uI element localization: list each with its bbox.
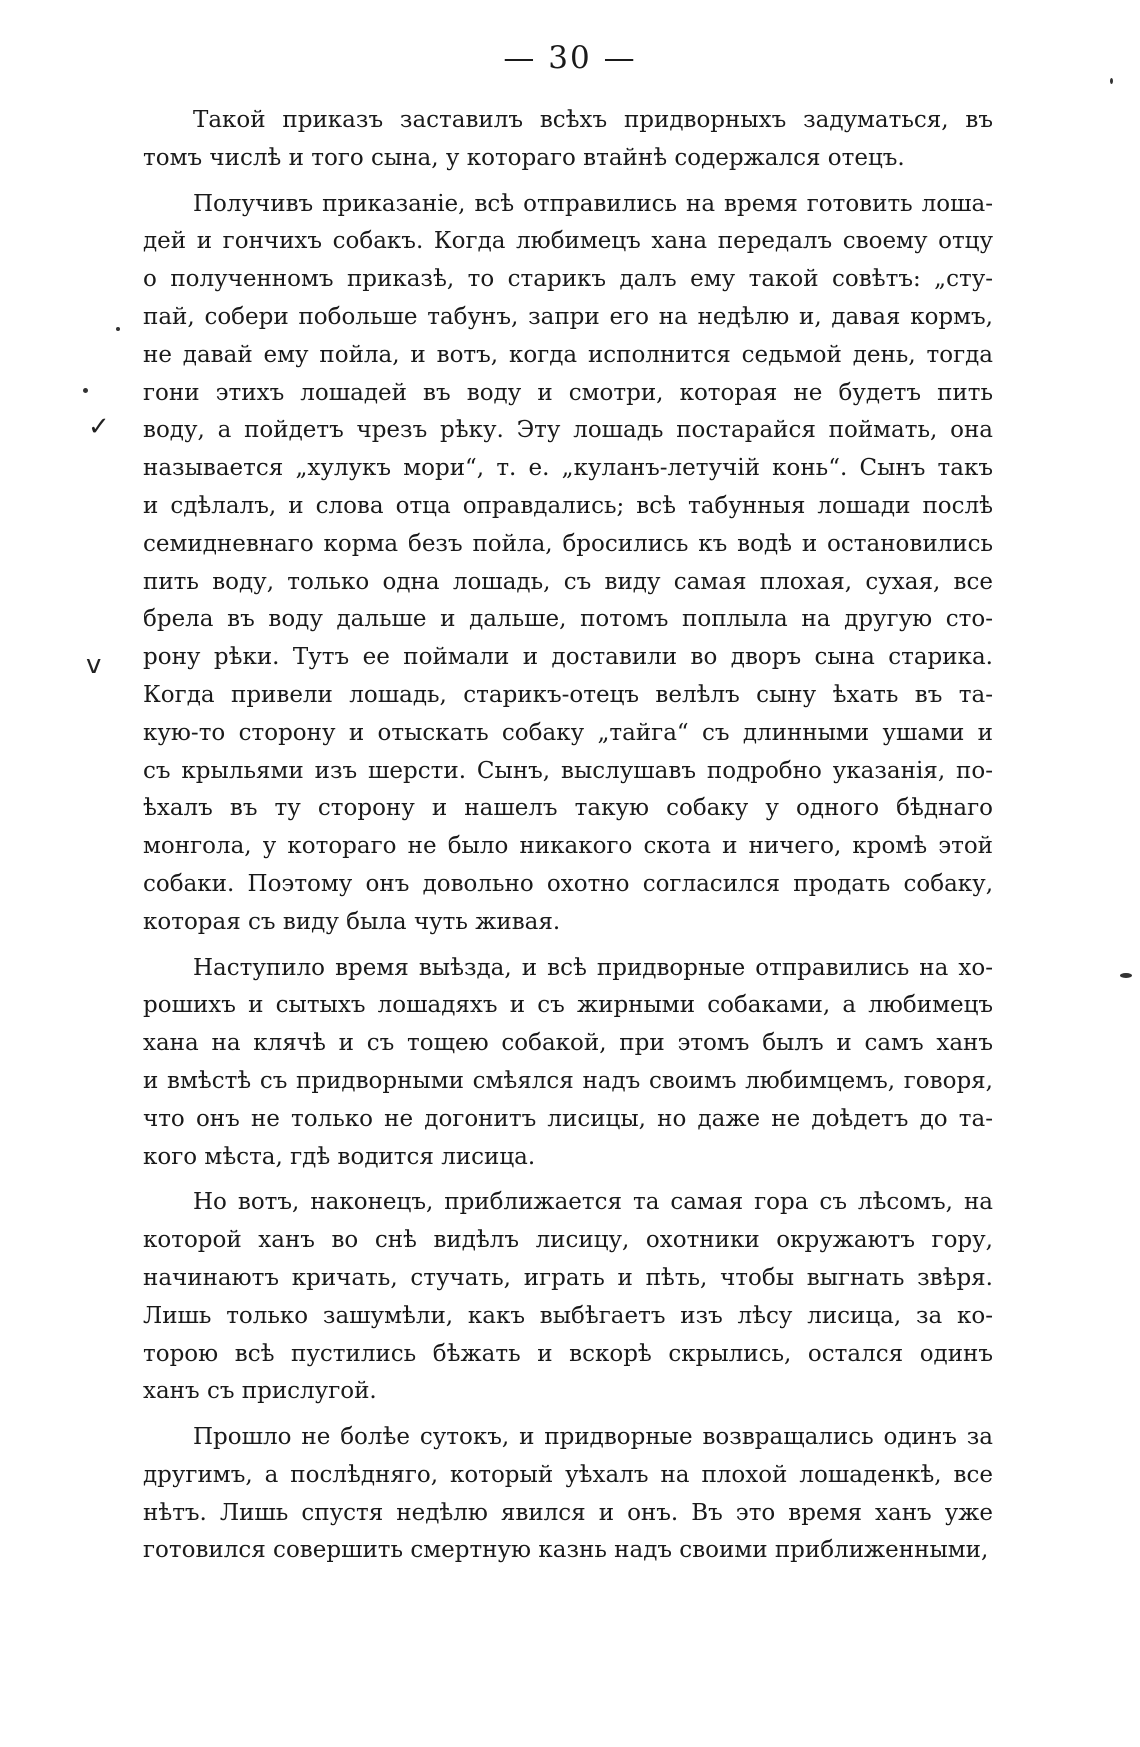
text-line: рону рѣки. Тутъ ее поймали и доставили во дворъ сына старика. — [143, 644, 993, 671]
text-line: нѣтъ. Лишь спустя недѣлю явился и онъ. Въ это время ханъ уже — [143, 1499, 993, 1526]
text-line: хана на клячѣ и съ тощею собакой, при этомъ былъ и самъ ханъ — [143, 1030, 993, 1057]
ink-speck — [116, 327, 120, 331]
ink-speck — [83, 388, 88, 393]
text-line: ханъ съ прислугой. — [143, 1378, 377, 1405]
text-line: томъ числѣ и того сына, у котораго втайнѣ содержался отецъ. — [143, 144, 905, 171]
text-line: кую-то сторону и отыскать собаку „тайга“ съ длинными ушами и — [143, 719, 993, 746]
ink-speck — [1110, 78, 1113, 84]
text-line: пить воду, только одна лошадь, съ виду самая плохая, сухая, все — [143, 568, 993, 595]
text-line: брела въ воду дальше и дальше, потомъ поплыла на другую сто- — [143, 606, 993, 633]
text-line: не давай ему пойла, и вотъ, когда исполнится седьмой день, тогда — [143, 341, 993, 368]
text-line: Лишь только зашумѣли, какъ выбѣгаетъ изъ лѣсу лисица, за ко- — [143, 1302, 993, 1329]
text-line: семидневнаго корма безъ пойла, бросились къ водѣ и остановились — [143, 530, 993, 557]
text-line: и сдѣлалъ, и слова отца оправдались; всѣ табунныя лошади послѣ — [143, 492, 993, 519]
text-line: ѣхалъ въ ту сторону и нашелъ такую собаку у одного бѣднаго — [143, 795, 993, 822]
text-line: пай, собери побольше табунъ, запри его на недѣлю и, давая кормъ, — [143, 303, 993, 330]
text-line: Прошло не болѣе сутокъ, и придворные возвращались одинъ за — [193, 1424, 993, 1451]
text-line: о полученномъ приказѣ, то старикъ далъ ему такой совѣтъ: „сту- — [143, 266, 993, 293]
text-line: начинаютъ кричать, стучать, играть и пѣть, чтобы выгнать звѣря. — [143, 1264, 993, 1291]
text-line: воду, а пойдетъ чрезъ рѣку. Эту лошадь постарайся поймать, она — [143, 417, 993, 444]
text-line: торою всѣ пустились бѣжать и вскорѣ скрылись, остался одинъ — [143, 1340, 993, 1367]
text-line: дей и гончихъ собакъ. Когда любимецъ хана передалъ своему отцу — [143, 228, 993, 255]
text-line: что онъ не только не догонитъ лисицы, но даже не доѣдетъ до та- — [143, 1105, 993, 1132]
text-line: и вмѣстѣ съ придворными смѣялся надъ своимъ любимцемъ, говоря, — [143, 1067, 993, 1094]
text-line: кого мѣста, гдѣ водится лисица. — [143, 1143, 536, 1170]
text-line: Такой приказъ заставилъ всѣхъ придворныхъ задуматься, въ — [193, 107, 993, 133]
text-line: Получивъ приказаніе, всѣ отправились на время готовить лоша- — [193, 190, 993, 217]
text-line: которая съ виду была чуть живая. — [143, 908, 561, 935]
ink-speck — [1120, 973, 1132, 978]
text-line: собаки. Поэтому онъ довольно охотно согласился продать собаку, — [143, 870, 993, 897]
text-line: называется „хулукъ мори“, т. е. „куланъ-летучій конь“. Сынъ такъ — [143, 455, 993, 482]
text-line: Когда привели лошадь, старикъ-отецъ велѣлъ сыну ѣхать въ та- — [143, 681, 993, 708]
text-line: другимъ, а послѣдняго, который уѣхалъ на плохой лошаденкѣ, все — [143, 1461, 993, 1488]
text-line: гони этихъ лошадей въ воду и смотри, которая не будетъ пить — [143, 379, 993, 406]
margin-check-mark: v — [86, 650, 102, 680]
text-line: Но вотъ, наконецъ, приближается та самая гора съ лѣсомъ, на — [193, 1189, 993, 1216]
text-line: готовился совершить смертную казнь надъ своими приближенными, — [143, 1537, 989, 1564]
text-line: которой ханъ во снѣ видѣлъ лисицу, охотники окружаютъ гору, — [143, 1227, 993, 1254]
margin-check-mark: ✓ — [88, 412, 110, 442]
text-line: рошихъ и сытыхъ лошадяхъ и съ жирными собаками, а любимецъ — [143, 992, 993, 1019]
text-line: Наступило время выѣзда, и всѣ придворные отправились на хо- — [193, 954, 993, 981]
text-line: съ крыльями изъ шерсти. Сынъ, выслушавъ подробно указанія, по- — [143, 757, 993, 784]
body-text — [143, 102, 993, 1570]
page-number: — 30 — — [503, 40, 637, 76]
text-line: монгола, у котораго не было никакого скота и ничего, кромѣ этой — [143, 833, 993, 860]
